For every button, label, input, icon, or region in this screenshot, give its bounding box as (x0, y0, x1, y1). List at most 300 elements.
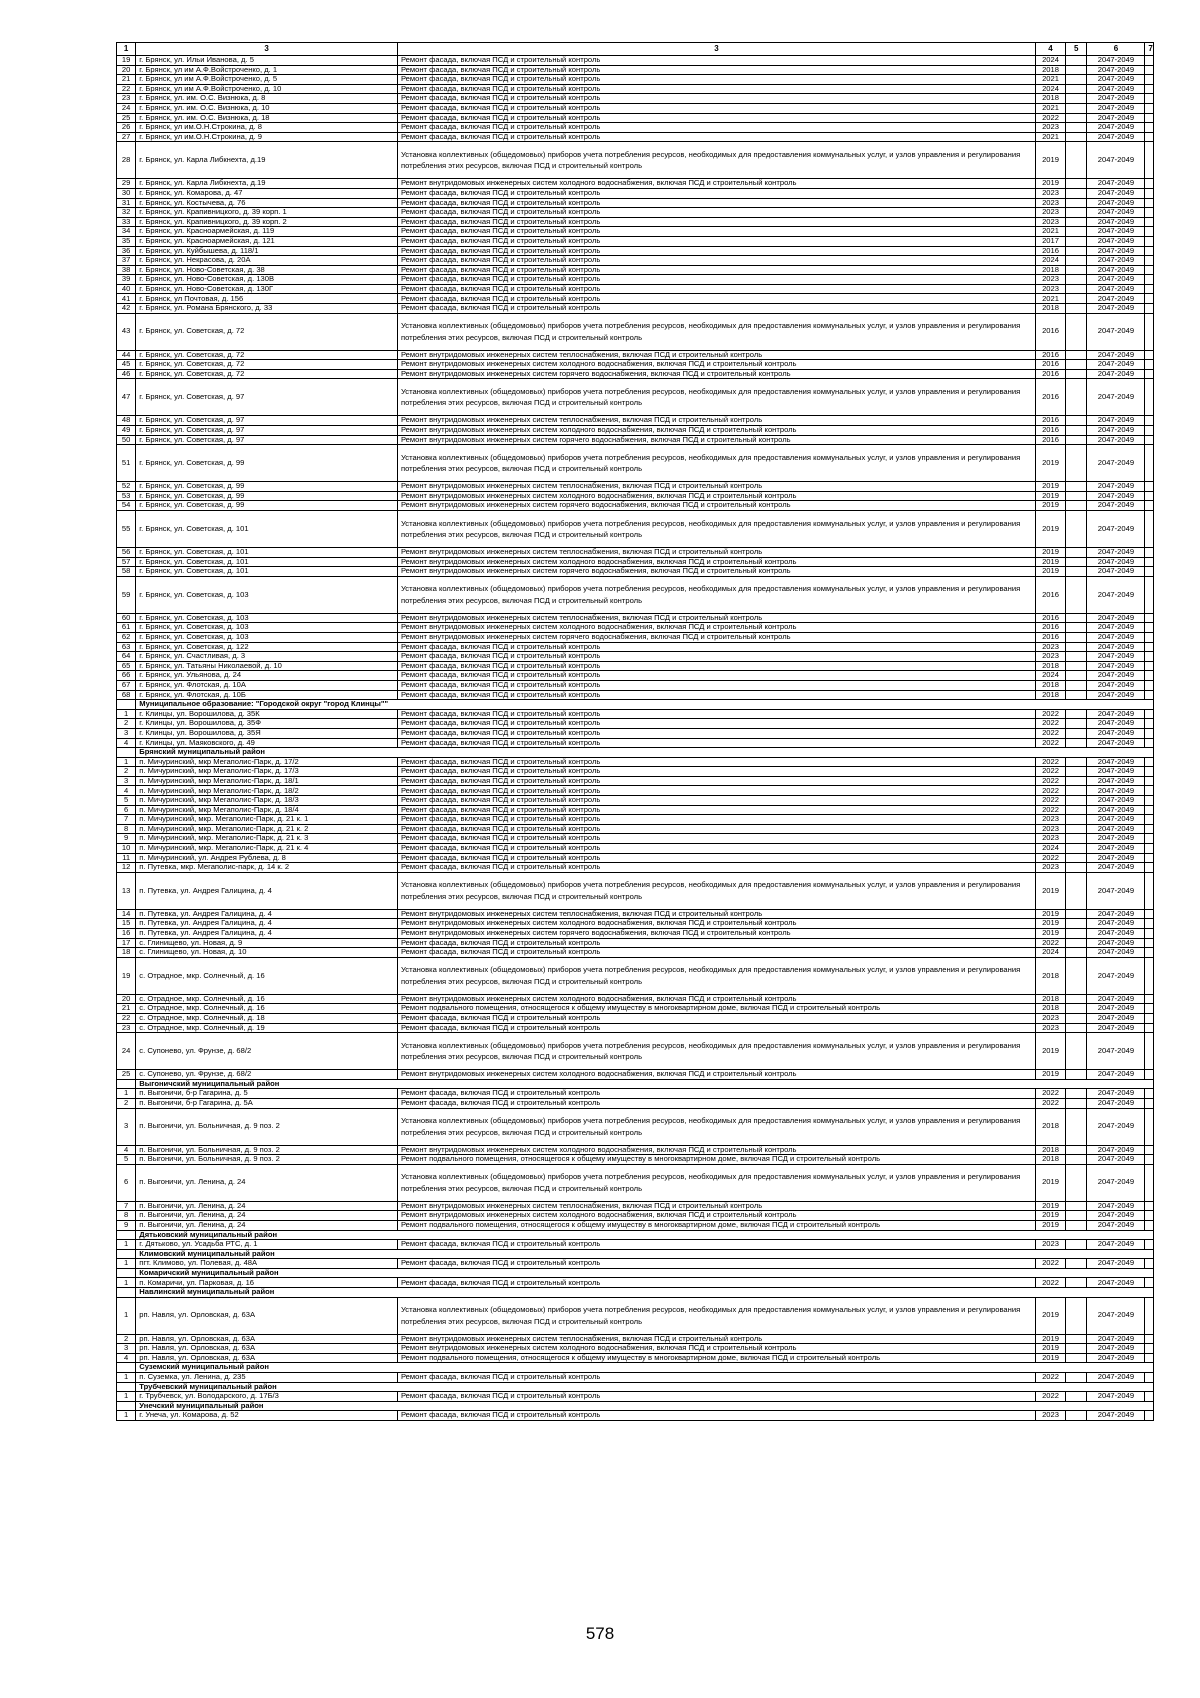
address-cell: г. Брянск, ул им А.Ф.Войстроченко, д. 5 (136, 75, 398, 85)
empty-cell (1145, 613, 1154, 623)
period-cell: 2047-2049 (1087, 1089, 1145, 1099)
year-cell: 2019 (1036, 1164, 1066, 1201)
table-row (117, 632, 1154, 642)
address-cell: г. Брянск, ул. Советская, д. 97 (136, 379, 398, 416)
row-number-cell: 22 (117, 1013, 136, 1023)
empty-cell (1066, 65, 1087, 75)
row-number-cell: 5 (117, 1155, 136, 1165)
period-cell: 2047-2049 (1087, 548, 1145, 558)
table-row (117, 1145, 1154, 1155)
empty-cell (1145, 256, 1154, 266)
row-number-cell: 61 (117, 623, 136, 633)
empty-cell (1145, 94, 1154, 104)
table-row (117, 1297, 1154, 1334)
address-cell: п. Путевка, ул. Андрея Галицина, д. 4 (136, 919, 398, 929)
period-cell: 2047-2049 (1087, 957, 1145, 994)
period-cell: 2047-2049 (1087, 1297, 1145, 1334)
empty-cell (1145, 294, 1154, 304)
address-cell: п. Путевка, мкр. Мегаполис-парк, д. 14 к. 2 (136, 863, 398, 873)
work-type-cell: Ремонт фасада, включая ПСД и строительный контроль (397, 642, 1035, 652)
table-row (117, 208, 1154, 218)
address-cell: г. Брянск, ул. Ульянова, д. 24 (136, 671, 398, 681)
row-number-cell: 59 (117, 576, 136, 613)
empty-cell (1066, 957, 1087, 994)
table-row (117, 1201, 1154, 1211)
empty-cell (1066, 613, 1087, 623)
row-number-cell: 68 (117, 690, 136, 700)
period-cell: 2047-2049 (1087, 1164, 1145, 1201)
section-spacer-cell (117, 1363, 136, 1373)
period-cell: 2047-2049 (1087, 435, 1145, 445)
row-number-cell: 56 (117, 548, 136, 558)
row-number-cell: 4 (117, 1353, 136, 1363)
section-spacer-cell (117, 700, 136, 710)
period-cell: 2047-2049 (1087, 217, 1145, 227)
period-cell: 2047-2049 (1087, 275, 1145, 285)
period-cell: 2047-2049 (1087, 767, 1145, 777)
year-cell: 2019 (1036, 1297, 1066, 1334)
year-cell: 2023 (1036, 834, 1066, 844)
row-number-cell: 41 (117, 294, 136, 304)
work-type-cell: Ремонт внутридомовых инженерных систем холодного водоснабжения, включая ПСД и строительный контроль (397, 994, 1035, 1004)
row-number-cell: 4 (117, 1145, 136, 1155)
empty-cell (1145, 757, 1154, 767)
period-cell: 2047-2049 (1087, 576, 1145, 613)
empty-cell (1066, 304, 1087, 314)
empty-cell (1066, 834, 1087, 844)
table-body (117, 43, 1154, 1421)
empty-cell (1066, 1240, 1087, 1250)
empty-cell (1145, 1373, 1154, 1383)
empty-cell (1066, 1211, 1087, 1221)
empty-cell (1066, 557, 1087, 567)
address-cell: с. Супонево, ул. Фрунзе, д. 68/2 (136, 1070, 398, 1080)
empty-cell (1066, 1411, 1087, 1421)
row-number-cell: 65 (117, 661, 136, 671)
table-row (117, 776, 1154, 786)
period-cell: 2047-2049 (1087, 369, 1145, 379)
year-cell: 2018 (1036, 94, 1066, 104)
work-type-cell: Ремонт внутридомовых инженерных систем холодного водоснабжения, включая ПСД и строительный контроль (397, 1211, 1035, 1221)
period-cell: 2047-2049 (1087, 805, 1145, 815)
work-type-cell: Ремонт фасада, включая ПСД и строительный контроль (397, 188, 1035, 198)
row-number-cell: 21 (117, 75, 136, 85)
row-number-cell: 2 (117, 767, 136, 777)
year-cell: 2018 (1036, 265, 1066, 275)
empty-cell (1066, 103, 1087, 113)
table-row (117, 680, 1154, 690)
empty-cell (1066, 1023, 1087, 1033)
empty-cell (1066, 1220, 1087, 1230)
work-type-cell: Ремонт фасада, включая ПСД и строительный контроль (397, 94, 1035, 104)
empty-cell (1145, 435, 1154, 445)
work-type-cell: Ремонт фасада, включая ПСД и строительный контроль (397, 1098, 1035, 1108)
year-cell: 2016 (1036, 246, 1066, 256)
row-number-cell: 1 (117, 757, 136, 767)
period-cell: 2047-2049 (1087, 853, 1145, 863)
row-number-cell: 37 (117, 256, 136, 266)
period-cell: 2047-2049 (1087, 690, 1145, 700)
work-type-cell: Ремонт фасада, включая ПСД и строительный контроль (397, 75, 1035, 85)
empty-cell (1145, 1145, 1154, 1155)
row-number-cell: 25 (117, 1070, 136, 1080)
year-cell: 2019 (1036, 179, 1066, 189)
row-number-cell: 39 (117, 275, 136, 285)
year-cell: 2023 (1036, 275, 1066, 285)
empty-cell (1145, 1108, 1154, 1145)
row-number-cell: 1 (117, 1392, 136, 1402)
empty-cell (1145, 834, 1154, 844)
period-cell: 2047-2049 (1087, 1334, 1145, 1344)
address-cell: г. Брянск, ул. Советская, д. 99 (136, 491, 398, 501)
year-cell: 2018 (1036, 690, 1066, 700)
work-type-cell: Установка коллективных (общедомовых) приборов учета потребления ресурсов, необходимых для предоставления коммунальных услуг, и узлов управления и регулирования потребления этих ресурсов, включая ПСД и строительный контроль (397, 1164, 1035, 1201)
work-type-cell: Ремонт внутридомовых инженерных систем холодного водоснабжения, включая ПСД и строительный контроль (397, 557, 1035, 567)
empty-cell (1145, 863, 1154, 873)
empty-cell (1145, 853, 1154, 863)
row-number-cell: 22 (117, 84, 136, 94)
work-type-cell: Ремонт внутридомовых инженерных систем теплоснабжения, включая ПСД и строительный контроль (397, 416, 1035, 426)
address-cell: г. Брянск, ул. Советская, д. 99 (136, 501, 398, 511)
table-row (117, 1070, 1154, 1080)
period-cell: 2047-2049 (1087, 632, 1145, 642)
table-row (117, 94, 1154, 104)
empty-cell (1145, 208, 1154, 218)
empty-cell (1066, 815, 1087, 825)
work-type-cell: Ремонт фасада, включая ПСД и строительный контроль (397, 1392, 1035, 1402)
section-title: Унечский муниципальный район (136, 1401, 1154, 1411)
repair-schedule-table (116, 42, 1154, 1421)
year-cell: 2023 (1036, 284, 1066, 294)
empty-cell (1066, 767, 1087, 777)
empty-cell (1145, 690, 1154, 700)
address-cell: п. Мичуринский, мкр Мегаполис-Парк, д. 18/3 (136, 796, 398, 806)
work-type-cell: Ремонт фасада, включая ПСД и строительный контроль (397, 198, 1035, 208)
period-cell: 2047-2049 (1087, 1201, 1145, 1211)
table-row (117, 416, 1154, 426)
table-row (117, 179, 1154, 189)
year-cell: 2018 (1036, 661, 1066, 671)
year-cell: 2019 (1036, 567, 1066, 577)
year-cell: 2023 (1036, 1240, 1066, 1250)
row-number-cell: 9 (117, 1220, 136, 1230)
table-row (117, 1278, 1154, 1288)
empty-cell (1145, 313, 1154, 350)
empty-cell (1066, 929, 1087, 939)
address-cell: г. Трубчевск, ул. Володарского, д. 17Б/3 (136, 1392, 398, 1402)
empty-cell (1145, 872, 1154, 909)
period-cell: 2047-2049 (1087, 482, 1145, 492)
work-type-cell: Установка коллективных (общедомовых) приборов учета потребления ресурсов, необходимых для предоставления коммунальных услуг, и узлов управления и регулирования потребления этих ресурсов, включая ПСД и строительный контроль (397, 957, 1035, 994)
work-type-cell: Ремонт подвального помещения, относящегося к общему имуществу в многоквартирном доме, включая ПСД и строительный контроль (397, 1155, 1035, 1165)
table-row (117, 256, 1154, 266)
address-cell: г. Брянск, ул им.О.Н.Строкина, д. 9 (136, 132, 398, 142)
year-cell: 2018 (1036, 680, 1066, 690)
address-cell: п. Мичуринский, мкр. Мегаполис-Парк, д. 21 к. 1 (136, 815, 398, 825)
address-cell: г. Брянск, ул. Советская, д. 99 (136, 482, 398, 492)
row-number-cell: 20 (117, 65, 136, 75)
row-number-cell: 27 (117, 132, 136, 142)
address-cell: п. Путевка, ул. Андрея Галицина, д. 4 (136, 929, 398, 939)
address-cell: г. Унеча, ул. Комарова, д. 52 (136, 1411, 398, 1421)
empty-cell (1145, 1334, 1154, 1344)
period-cell: 2047-2049 (1087, 1278, 1145, 1288)
work-type-cell: Ремонт фасада, включая ПСД и строительный контроль (397, 265, 1035, 275)
address-cell: п. Выгоничи, ул. Ленина, д. 24 (136, 1201, 398, 1211)
year-cell: 2016 (1036, 369, 1066, 379)
empty-cell (1145, 1353, 1154, 1363)
address-cell: п. Выгоничи, ул. Больничная, д. 9 поз. 2 (136, 1108, 398, 1145)
empty-cell (1145, 350, 1154, 360)
address-cell: г. Клинцы, ул. Маяковского, д. 49 (136, 738, 398, 748)
year-cell: 2019 (1036, 491, 1066, 501)
year-cell: 2016 (1036, 416, 1066, 426)
empty-cell (1145, 652, 1154, 662)
row-number-cell: 1 (117, 709, 136, 719)
header-cell: 7 (1145, 43, 1154, 56)
row-number-cell: 48 (117, 416, 136, 426)
period-cell: 2047-2049 (1087, 65, 1145, 75)
year-cell: 2018 (1036, 994, 1066, 1004)
year-cell: 2019 (1036, 929, 1066, 939)
year-cell: 2019 (1036, 482, 1066, 492)
empty-cell (1066, 709, 1087, 719)
year-cell: 2022 (1036, 1259, 1066, 1269)
address-cell: г. Брянск, ул. им. О.С. Визнюка, д. 8 (136, 94, 398, 104)
empty-cell (1145, 426, 1154, 436)
empty-cell (1066, 491, 1087, 501)
table-row (117, 994, 1154, 1004)
year-cell: 2021 (1036, 103, 1066, 113)
page-number: 578 (585, 1624, 615, 1643)
row-number-cell: 4 (117, 786, 136, 796)
address-cell: г. Брянск, ул. Костычева, д. 76 (136, 198, 398, 208)
period-cell: 2047-2049 (1087, 94, 1145, 104)
year-cell: 2022 (1036, 1392, 1066, 1402)
year-cell: 2023 (1036, 123, 1066, 133)
section-title: Выгоничский муниципальный район (136, 1079, 1154, 1089)
year-cell: 2022 (1036, 1278, 1066, 1288)
year-cell: 2016 (1036, 426, 1066, 436)
empty-cell (1145, 1013, 1154, 1023)
section-header-row (117, 1401, 1154, 1411)
work-type-cell: Ремонт фасада, включая ПСД и строительный контроль (397, 304, 1035, 314)
address-cell: п. Мичуринский, мкр Мегаполис-Парк, д. 18/4 (136, 805, 398, 815)
work-type-cell: Ремонт фасада, включая ПСД и строительный контроль (397, 805, 1035, 815)
year-cell: 2019 (1036, 1070, 1066, 1080)
row-number-cell: 5 (117, 796, 136, 806)
year-cell: 2023 (1036, 208, 1066, 218)
address-cell: г. Брянск, ул. Флотская, д. 10Б (136, 690, 398, 700)
row-number-cell: 23 (117, 94, 136, 104)
row-number-cell: 8 (117, 1211, 136, 1221)
empty-cell (1066, 938, 1087, 948)
row-number-cell: 45 (117, 360, 136, 370)
empty-cell (1066, 1089, 1087, 1099)
empty-cell (1066, 256, 1087, 266)
address-cell: г. Брянск, ул им А.Ф.Войстроченко, д. 10 (136, 84, 398, 94)
row-number-cell: 40 (117, 284, 136, 294)
empty-cell (1066, 1334, 1087, 1344)
work-type-cell: Ремонт внутридомовых инженерных систем холодного водоснабжения, включая ПСД и строительный контроль (397, 179, 1035, 189)
row-number-cell: 57 (117, 557, 136, 567)
empty-cell (1066, 217, 1087, 227)
empty-cell (1066, 208, 1087, 218)
year-cell: 2024 (1036, 84, 1066, 94)
period-cell: 2047-2049 (1087, 738, 1145, 748)
table-row (117, 1259, 1154, 1269)
table-row (117, 919, 1154, 929)
empty-cell (1145, 719, 1154, 729)
address-cell: рп. Навля, ул. Орловская, д. 63А (136, 1353, 398, 1363)
work-type-cell: Ремонт фасада, включая ПСД и строительный контроль (397, 844, 1035, 854)
table-row (117, 56, 1154, 66)
year-cell: 2022 (1036, 796, 1066, 806)
table-row (117, 834, 1154, 844)
empty-cell (1145, 632, 1154, 642)
work-type-cell: Ремонт внутридомовых инженерных систем теплоснабжения, включая ПСД и строительный контроль (397, 1201, 1035, 1211)
row-number-cell: 1 (117, 1278, 136, 1288)
empty-cell (1066, 294, 1087, 304)
empty-cell (1066, 1155, 1087, 1165)
period-cell: 2047-2049 (1087, 776, 1145, 786)
table-row (117, 294, 1154, 304)
empty-cell (1066, 416, 1087, 426)
row-number-cell: 14 (117, 909, 136, 919)
row-number-cell: 1 (117, 1259, 136, 1269)
address-cell: с. Отрадное, мкр. Солнечный, д. 16 (136, 957, 398, 994)
address-cell: г. Брянск, ул. Карла Либкнехта, д.19 (136, 179, 398, 189)
year-cell: 2016 (1036, 576, 1066, 613)
empty-cell (1145, 123, 1154, 133)
year-cell: 2016 (1036, 632, 1066, 642)
row-number-cell: 36 (117, 246, 136, 256)
address-cell: п. Выгоничи, б-р Гагарина, д. 5А (136, 1098, 398, 1108)
empty-cell (1066, 284, 1087, 294)
work-type-cell: Ремонт внутридомовых инженерных систем холодного водоснабжения, включая ПСД и строительный контроль (397, 623, 1035, 633)
period-cell: 2047-2049 (1087, 198, 1145, 208)
empty-cell (1066, 1392, 1087, 1402)
year-cell: 2023 (1036, 1013, 1066, 1023)
year-cell: 2016 (1036, 379, 1066, 416)
work-type-cell: Установка коллективных (общедомовых) приборов учета потребления ресурсов, необходимых для предоставления коммунальных услуг, и узлов управления и регулирования потребления этих ресурсов, включая ПСД и строительный контроль (397, 511, 1035, 548)
address-cell: г. Брянск, ул. Куйбышева, д. 118/1 (136, 246, 398, 256)
row-number-cell: 1 (117, 1373, 136, 1383)
row-number-cell: 46 (117, 369, 136, 379)
table-row (117, 435, 1154, 445)
work-type-cell: Ремонт фасада, включая ПСД и строительный контроль (397, 824, 1035, 834)
work-type-cell: Ремонт внутридомовых инженерных систем горячего водоснабжения, включая ПСД и строительный контроль (397, 369, 1035, 379)
row-number-cell: 6 (117, 1164, 136, 1201)
empty-cell (1066, 548, 1087, 558)
address-cell: г. Брянск, ул. Советская, д. 103 (136, 613, 398, 623)
work-type-cell: Установка коллективных (общедомовых) приборов учета потребления ресурсов, необходимых для предоставления коммунальных услуг, и узлов управления и регулирования потребления этих ресурсов, включая ПСД и строительный контроль (397, 313, 1035, 350)
year-cell: 2023 (1036, 1023, 1066, 1033)
row-number-cell: 32 (117, 208, 136, 218)
empty-cell (1145, 1033, 1154, 1070)
section-title: Климовский муниципальный район (136, 1249, 1154, 1259)
row-number-cell: 19 (117, 957, 136, 994)
empty-cell (1145, 767, 1154, 777)
address-cell: г. Брянск, ул. Ново-Советская, д. 130В (136, 275, 398, 285)
row-number-cell: 47 (117, 379, 136, 416)
section-header-row (117, 1079, 1154, 1089)
empty-cell (1066, 796, 1087, 806)
section-spacer-cell (117, 1268, 136, 1278)
table-row (117, 313, 1154, 350)
address-cell: с. Супонево, ул. Фрунзе, д. 68/2 (136, 1033, 398, 1070)
year-cell: 2023 (1036, 188, 1066, 198)
section-title: Дятьковский муниципальный район (136, 1230, 1154, 1240)
row-number-cell: 2 (117, 1334, 136, 1344)
period-cell: 2047-2049 (1087, 103, 1145, 113)
address-cell: г. Брянск, ул. Советская, д. 72 (136, 369, 398, 379)
address-cell: г. Брянск, ул. Ново-Советская, д. 130Г (136, 284, 398, 294)
section-title: Суземский муниципальный район (136, 1363, 1154, 1373)
table-row (117, 1023, 1154, 1033)
row-number-cell: 33 (117, 217, 136, 227)
row-number-cell: 35 (117, 236, 136, 246)
row-number-cell: 1 (117, 1240, 136, 1250)
table-row (117, 671, 1154, 681)
empty-cell (1145, 776, 1154, 786)
work-type-cell: Ремонт фасада, включая ПСД и строительный контроль (397, 1240, 1035, 1250)
year-cell: 2022 (1036, 776, 1066, 786)
table-row (117, 123, 1154, 133)
empty-cell (1066, 1013, 1087, 1023)
period-cell: 2047-2049 (1087, 872, 1145, 909)
period-cell: 2047-2049 (1087, 360, 1145, 370)
empty-cell (1066, 948, 1087, 958)
period-cell: 2047-2049 (1087, 1004, 1145, 1014)
period-cell: 2047-2049 (1087, 284, 1145, 294)
address-cell: пгт. Климово, ул. Полевая, д. 48А (136, 1259, 398, 1269)
year-cell: 2018 (1036, 65, 1066, 75)
empty-cell (1066, 56, 1087, 66)
empty-cell (1066, 1145, 1087, 1155)
table-row (117, 227, 1154, 237)
table-row (117, 491, 1154, 501)
table-row (117, 613, 1154, 623)
empty-cell (1066, 236, 1087, 246)
table-row (117, 369, 1154, 379)
period-cell: 2047-2049 (1087, 909, 1145, 919)
period-cell: 2047-2049 (1087, 642, 1145, 652)
header-cell: 3 (136, 43, 398, 56)
empty-cell (1066, 482, 1087, 492)
empty-cell (1066, 198, 1087, 208)
period-cell: 2047-2049 (1087, 623, 1145, 633)
period-cell: 2047-2049 (1087, 1259, 1145, 1269)
table-row (117, 1334, 1154, 1344)
table-row (117, 719, 1154, 729)
row-number-cell: 34 (117, 227, 136, 237)
work-type-cell: Ремонт фасада, включая ПСД и строительный контроль (397, 938, 1035, 948)
work-type-cell: Ремонт подвального помещения, относящегося к общему имуществу в многоквартирном доме, включая ПСД и строительный контроль (397, 1220, 1035, 1230)
row-number-cell: 49 (117, 426, 136, 436)
period-cell: 2047-2049 (1087, 246, 1145, 256)
period-cell: 2047-2049 (1087, 1392, 1145, 1402)
work-type-cell: Ремонт внутридомовых инженерных систем холодного водоснабжения, включая ПСД и строительный контроль (397, 1070, 1035, 1080)
address-cell: г. Брянск, ул. Советская, д. 101 (136, 511, 398, 548)
empty-cell (1066, 863, 1087, 873)
empty-cell (1066, 379, 1087, 416)
period-cell: 2047-2049 (1087, 824, 1145, 834)
empty-cell (1066, 719, 1087, 729)
period-cell: 2047-2049 (1087, 75, 1145, 85)
empty-cell (1145, 65, 1154, 75)
address-cell: г. Брянск, ул. Красноармейская, д. 121 (136, 236, 398, 246)
